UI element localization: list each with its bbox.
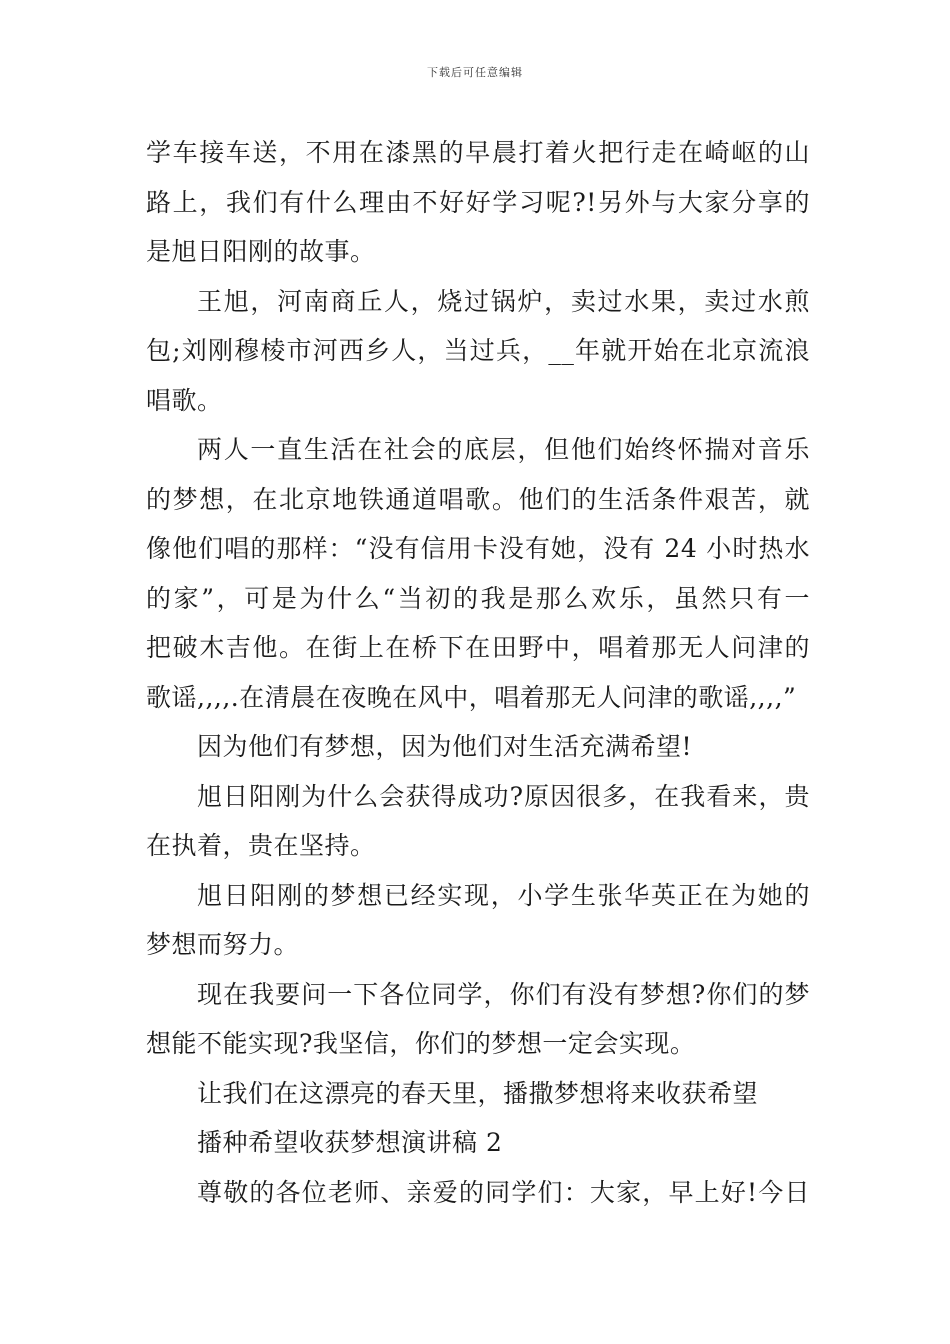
text-line: 的家”，可是为什么“当初的我是那么欢乐，虽然只有一 xyxy=(146,583,810,613)
text-line: 让我们在这漂亮的春天里，播撒梦想将来收获希望 xyxy=(197,1078,759,1108)
text-line: 旭日阳刚的梦想已经实现，小学生张华英正在为她的 xyxy=(197,880,810,910)
text-line: 歌谣,,,,.在清晨在夜晚在风中，唱着那无人问津的歌谣,,,,” xyxy=(146,682,797,712)
text-line: 学车接车送，不用在漆黑的早晨打着火把行走在崎岖的山 xyxy=(146,138,810,167)
text-line: 旭日阳刚为什么会获得成功?原因很多，在我看来，贵 xyxy=(197,781,810,811)
text-line: 在执着，贵在坚持。 xyxy=(146,831,376,860)
text-line: 唱歌。 xyxy=(146,385,223,415)
text-line: 现在我要问一下各位同学，你们有没有梦想?你们的梦 xyxy=(197,979,810,1009)
section-title: 播种希望收获梦想演讲稿 2 xyxy=(197,1128,503,1157)
text-line: 两人一直生活在社会的底层，但他们始终怀揣对音乐 xyxy=(197,435,810,464)
text-line: 梦想而努力。 xyxy=(146,930,300,959)
text-line: 路上，我们有什么理由不好好学习呢?!另外与大家分享的 xyxy=(146,187,810,217)
text-line: 把破木吉他。在街上在桥下在田野中，唱着那无人问津的 xyxy=(146,633,810,662)
text-line: 因为他们有梦想，因为他们对生活充满希望! xyxy=(197,732,693,761)
text-line: 像他们唱的那样：“没有信用卡没有她，没有 24 小时热水 xyxy=(146,534,810,563)
body-text xyxy=(146,128,810,1217)
text-line: 想能不能实现?我坚信，你们的梦想一定会实现。 xyxy=(146,1029,696,1058)
text-line: 王旭，河南商丘人，烧过锅炉，卖过水果，卖过水煎 xyxy=(197,286,810,316)
text-line: 是旭日阳刚的故事。 xyxy=(146,237,376,266)
page-header: 下载后可任意编辑 xyxy=(427,66,523,79)
text-line: 的梦想，在北京地铁通道唱歌。他们的生活条件艰苦，就 xyxy=(146,484,810,514)
text-line: 尊敬的各位老师、亲爱的同学们：大家，早上好!今日 xyxy=(197,1177,810,1207)
text-line: 包;刘刚穆棱市河西乡人，当过兵，__年就开始在北京流浪 xyxy=(146,336,810,365)
